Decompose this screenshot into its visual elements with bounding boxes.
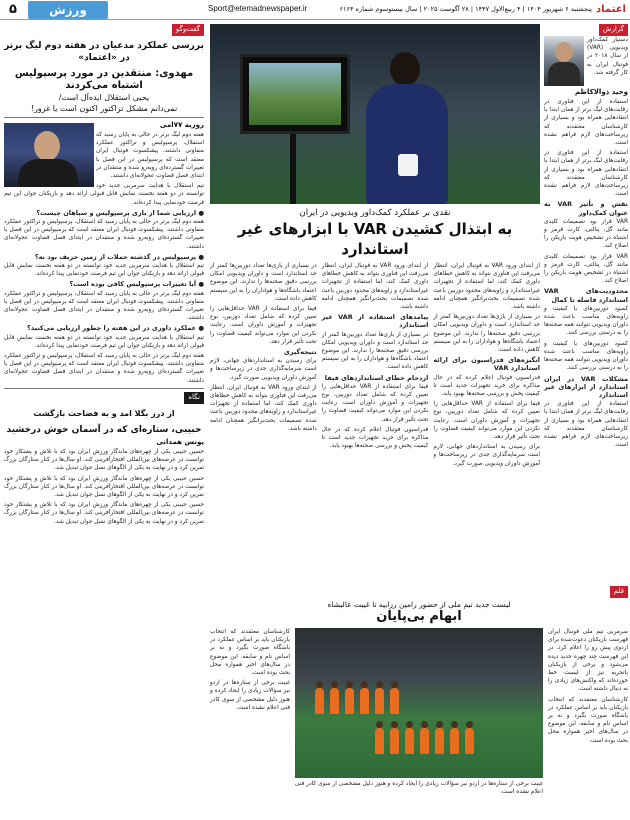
main-body-3: فیفا برای استفاده از VAR حداقل‌هایی را تعیین کرده که شامل تعداد دوربین، نوع تجهیزات و آموزش داوران است. رعایت نکردن این موارد می‌تواند کیفیت قضاوت را تحت تأثیر قرار دهد. [433, 401, 541, 441]
dateline: پنجشنبه ۶ شهریور ۱۴۰۴ | ۴ ربیع‌الاول ۱۴۴۷ | ۲۸ آگوست ۲۰۲۵ | سال بیستوسوم شماره ۶۱۶۴ [339, 5, 592, 13]
main-body-1: از ابتدای ورود VAR به فوتبال ایران، انتظار می‌رفت این فناوری بتواند به کاهش خطاهای داوری کمک کند، اما استفاده از تجهیزات غیراستاندارد و زاویه‌های محدود دوربین باعث شده تصمیمات بحث‌برانگیز همچنان ادامه داشته باشد. [433, 263, 540, 311]
player-shape [390, 728, 399, 754]
player-shape [420, 728, 429, 754]
player-shape [315, 688, 324, 714]
player-shape [435, 728, 444, 754]
bottom-layout [210, 628, 628, 798]
player-shape [375, 728, 384, 754]
main-article [210, 24, 540, 584]
main-body-columns [210, 262, 540, 470]
main-body-4: فدراسیون فوتبال اعلام کرده که در حال مذاکره برای خرید تجهیزات جدید است تا کیفیت پخش و بررسی صحنه‌ها بهبود یابد. [433, 374, 540, 398]
left-headline-3: از درز بگلا امد و به فضاحت بازگشت [33, 408, 175, 418]
left-sub-2: نمی‌دانم مشکل تراکتور اکنون است یا غرور! [30, 104, 178, 113]
player-shape [390, 688, 399, 714]
right-body-1: استفاده از این فناوری در رقابت‌های لیگ برتر از همان ابتدا با انتقادهایی همراه بود و بسیاری از کارشناسان معتقدند که زیرساخت‌های لازم فراهم نشده است. [544, 99, 628, 147]
main-sub-3: انگیزه‌های فدراسیون برای ارائه استاندارد VAR [433, 356, 540, 373]
players-row-1 [315, 688, 399, 714]
main-sub-2: ازدحام خطای استانداردهای فیفا [324, 373, 429, 382]
left-body-1b: هفته دوم لیگ برتر در حالی به پایان رسید که استقلال، پرسپولیس و تراکتور عملکرد متفاوتی داشتند. پیشکسوت فوتبال ایران معتقد است که پرسپولیس در این فصل با تغییرات گسترده‌ای روبه‌رو شده و منتقدان در ابتدای فصل قضاوت عجولانه‌ای داشتند. [4, 219, 204, 250]
left-body-1: هفته دوم لیگ برتر در حالی به پایان رسید که استقلال، پرسپولیس و تراکتور عملکرد متفاوتی داشتند. پیشکسوت فوتبال ایران معتقد است که پرسپولیس در این فصل با تغییرات گسترده‌ای روبه‌رو شده و منتقدان در ابتدای فصل قضاوت عجولانه‌ای داشتند. [96, 132, 204, 180]
left-question-3: ● آیا تغییرات پرسپولیس کافی بوده است؟ [69, 280, 204, 289]
bottom-body-3b: غیبت برخی از ستاره‌ها در اردو نیز سؤالات زیادی را ایجاد کرده و هنوز دلیل مشخصی از سوی کادر فنی اعلام نشده است. [210, 680, 290, 711]
bottom-deck: لیست جدید تیم ملی از حضور رامین رزاییه تا غیبت عالیشاه [327, 600, 511, 609]
bottom-body-1: سرمربی تیم ملی فوتبال ایران فهرست بازیکنان دعوت‌شده برای اردوی پیش رو را اعلام کرد. در این فهرست چند چهره جدید دیده می‌شود و برخی از بازیکنان باتجربه نیز از لیست خط خورده‌اند که واکنش‌های زیادی را به دنبال داشته است. [548, 629, 628, 693]
right-body-2: VAR قرار بود تصمیمات کلیدی مانند گل، پنالتی، کارت قرمز و اشتباه در تشخیص هویت بازیکن را اصلاح کند. [544, 218, 628, 250]
player-figure [360, 44, 450, 204]
bottom-body-2b: کارشناسان معتقدند که انتخاب بازیکنان باید بر اساس عملکرد در باشگاه صورت بگیرد و نه بر اساس نام و سابقه. این موضوع در سال‌های اخیر همواره محل بحث بوده است. [210, 629, 290, 677]
player-shape [450, 728, 459, 754]
bottom-col-left [210, 628, 290, 798]
left-question-2: ● پرسپولیس در گذشته حملات از زمین حریف بود نه؟ [34, 252, 204, 261]
left-question-4: ● عملکرد داوری در این هفته را چطور ارزیابی می‌کنید؟ [27, 324, 204, 333]
main-body-3c: فیفا برای استفاده از VAR حداقل‌هایی را تعیین کرده که شامل تعداد دوربین، نوع تجهیزات و آموزش داوران است. رعایت نکردن این موارد می‌تواند کیفیت قضاوت را تحت تأثیر قرار دهد. [209, 306, 317, 345]
left-question-1: ● ارزیابی شما از بازی پرسپولیس و سپاهان چیست؟ [36, 208, 204, 217]
left-body-2: تیم استقلال با هدایت سرمربی جدید خود توانسته در دو هفته نخست نمایش قابل قبولی ارائه دهد و بازیکنان جوان این تیم فرصت خودنمایی پیدا کرده‌اند. [4, 183, 204, 206]
brand-logo: اعتماد [596, 4, 626, 15]
right-body-1c: استفاده از این فناوری در رقابت‌های لیگ برتر از همان ابتدا با انتقادهایی همراه بود و بسیاری از کارشناسان معتقدند که زیرساخت‌های لازم فراهم نشده است. [544, 401, 628, 449]
bottom-headline: ابهام بی‌پایان [376, 609, 462, 624]
main-body-2b: در بسیاری از بازی‌ها تعداد دوربین‌ها کمتر از حد استاندارد است و داوران ویدیویی امکان بررسی دقیق صحنه‌ها را ندارند. این موضوع اعتماد باشگاه‌ها و هواداران را به این سیستم کاهش داده است. [321, 331, 429, 371]
left-byline: روزبه ۷۷امی [159, 121, 204, 129]
left-byline-2: یونس همدانی [156, 437, 204, 446]
left-body-3: حسین حبیبی یکی از چهره‌های ماندگار ورزش ایران بود که با تلاش و پشتکار خود توانست در عرصه‌های بین‌المللی افتخارآفرینی کند. او سال‌ها در کنار ستارگان بزرگ تمرین کرد و در نهایت به یکی از الگوهای نسل جوان تبدیل شد. [4, 448, 204, 472]
left-body-1c: هفته دوم لیگ برتر در حالی به پایان رسید که استقلال، پرسپولیس و تراکتور عملکرد متفاوتی داشتند. پیشکسوت فوتبال ایران معتقد است که پرسپولیس در این فصل با تغییرات گسترده‌ای روبه‌رو شده و منتقدان در ابتدای فصل قضاوت عجولانه‌ای داشتند. [4, 290, 204, 322]
left-body-bottom [4, 448, 204, 526]
divider [4, 117, 204, 118]
left-headline-main: مهدوی: منتقدین در مورد پرسپولیس اشتباه می‌کردند [14, 68, 194, 91]
left-body-2b: تیم استقلال با هدایت سرمربی جدید خود توانسته در دو هفته نخست نمایش قابل قبولی ارائه دهد و بازیکنان جوان این تیم فرصت خودنمایی پیدا کرده‌اند. [4, 263, 204, 278]
bottom-article [210, 586, 628, 820]
main-col-3 [210, 262, 317, 470]
team-photo [295, 628, 543, 778]
main-body-2c: در بسیاری از بازی‌ها تعداد دوربین‌ها کمتر از حد استاندارد است و داوران ویدیویی امکان بررسی دقیق صحنه‌ها را ندارند. این موضوع اعتماد باشگاه‌ها و هواداران را به این سیستم کاهش داده است. [209, 263, 317, 302]
player-shape [375, 688, 384, 714]
right-body-3: کمبود دوربین‌های با کیفیت و زاویه‌های مناسب باعث شده داوران ویدیویی نتوانند همه صحنه‌ها را به درستی بررسی کنند. [544, 305, 628, 337]
left-body-3c: حسین حبیبی یکی از چهره‌های ماندگار ورزش ایران بود که با تلاش و پشتکار خود توانست در عرصه‌های بین‌المللی افتخارآفرینی کند. او سال‌ها در کنار ستارگان بزرگ تمرین کرد و در نهایت به یکی از الگوهای نسل جوان تبدیل شد. [4, 502, 204, 525]
face-shape [555, 42, 573, 62]
player-shape [465, 728, 474, 754]
bottom-kicker: قلم [610, 586, 628, 598]
left-headline: بررسی عملکرد مدعیان در هفته دوم لیگ برتر در «اعتماد» [4, 41, 204, 63]
main-sub-4: نتیجه‌گیری [283, 348, 317, 357]
suit-shape [18, 159, 78, 187]
bottom-body-3: غیبت برخی از ستاره‌ها در اردو نیز سؤالات زیادی را ایجاد کرده و هنوز دلیل مشخصی از سوی کادر فنی اعلام نشده است. [295, 781, 543, 796]
right-body-2b: VAR قرار بود تصمیمات کلیدی مانند گل، پنالتی، کارت قرمز و اشتباه در تشخیص هویت بازیکن را اصلاح کند. [544, 253, 628, 285]
right-column [544, 24, 628, 584]
main-headline: به ابتذال کشیدن VAR با ابزارهای غیر استاندارد [237, 220, 513, 258]
right-sub-1: نقش و تأثیر VAR به عنوان کمک‌داور [544, 200, 628, 217]
bottom-under-photo [295, 780, 543, 796]
main-body-1c: از ابتدای ورود VAR به فوتبال ایران، انتظار می‌رفت این فناوری بتواند به کاهش خطاهای داوری کمک کند، اما استفاده از تجهیزات غیراستاندارد و زاویه‌های محدود دوربین باعث شده تصمیمات بحث‌برانگیز همچنان ادامه داشته باشد. [209, 384, 317, 432]
bottom-col-right [548, 628, 628, 798]
left-body-1d: هفته دوم لیگ برتر در حالی به پایان رسید که استقلال، پرسپولیس و تراکتور عملکرد متفاوتی داشتند. پیشکسوت فوتبال ایران معتقد است که پرسپولیس در این فصل با تغییرات گسترده‌ای روبه‌رو شده و منتقدان در ابتدای فصل قضاوت عجولانه‌ای داشتند. [4, 353, 204, 384]
interview-photo [4, 123, 94, 187]
section-tag: ورزش [28, 1, 108, 19]
main-body-2: در بسیاری از بازی‌ها تعداد دوربین‌ها کمتر از حد استاندارد است و داوران ویدیویی امکان بررسی دقیق صحنه‌ها را ندارند. این موضوع اعتماد باشگاه‌ها و هواداران را به این سیستم کاهش داده است. [433, 314, 540, 354]
page-number: ۵ [9, 2, 17, 17]
left-body-2c: تیم استقلال با هدایت سرمربی جدید خود توانسته در دو هفته نخست نمایش قابل قبولی ارائه دهد و بازیکنان جوان این تیم فرصت خودنمایی پیدا کرده‌اند. [4, 334, 204, 349]
main-body-4b: فدراسیون فوتبال اعلام کرده که در حال مذاکره برای خرید تجهیزات جدید است تا کیفیت پخش و بررسی صحنه‌ها بهبود یابد. [321, 426, 429, 450]
player-shape [405, 728, 414, 754]
right-intro: دستیار کمک‌داور ویدیویی (VAR) از سال ۲۰۱۸ در فوتبال ایران به کار گرفته شد. [587, 37, 628, 76]
right-body-3b: کمبود دوربین‌های با کیفیت و زاویه‌های مناسب باعث شده داوران ویدیویی نتوانند همه صحنه‌ها را به درستی بررسی کنند. [544, 340, 628, 372]
main-body-3b: فیفا برای استفاده از VAR حداقل‌هایی را تعیین کرده که شامل تعداد دوربین، نوع تجهیزات و آموزش داوران است. رعایت نکردن این موارد می‌تواند کیفیت قضاوت را تحت تأثیر قرار دهد. [321, 383, 429, 423]
player-head [390, 52, 420, 86]
players-row-2 [375, 728, 474, 754]
main-body-1b: از ابتدای ورود VAR به فوتبال ایران، انتظار می‌رفت این فناوری بتواند به کاهش خطاهای داوری کمک کند، اما استفاده از تجهیزات غیراستاندارد و زاویه‌های محدود دوربین باعث شده تصمیمات بحث‌برانگیز همچنان ادامه داشته باشد. [321, 263, 429, 311]
main-sub-1: پیامدهای استفاده از VAR غیر استاندارد [321, 313, 429, 330]
player-jersey [366, 84, 448, 204]
var-monitor-photo [210, 24, 540, 204]
right-sub-3: مشکلات VAR در ایران استاندارد از ابزارهای غیر استاندارد [544, 374, 628, 399]
player-shape [330, 688, 339, 714]
left-kicker-2: نگاه [184, 392, 204, 404]
left-headline-4: حبیبی، ستاره‌ای که در آسمان خوش درخشید [6, 424, 202, 435]
player-shape [360, 688, 369, 714]
divider [4, 388, 204, 389]
right-body-1b: استفاده از این فناوری در رقابت‌های لیگ برتر از همان ابتدا با انتقادهایی همراه بود و بسیاری از کارشناسان معتقدند که زیرساخت‌های لازم فراهم نشده است. [544, 150, 628, 198]
player-shape [345, 688, 354, 714]
main-body-5b: برای رسیدن به استانداردهای جهانی، لازم است سرمایه‌گذاری جدی در زیرساخت‌ها و آموزش داوران ویدیویی صورت گیرد. [209, 358, 317, 381]
right-body [544, 98, 628, 449]
left-sub-1: یحیی استقلال ایده‌آل است/ [58, 93, 150, 102]
left-column [4, 24, 204, 820]
bottom-photo-wrap [295, 628, 543, 798]
bottom-body-2: کارشناسان معتقدند که انتخاب بازیکنان باید بر اساس عملکرد در باشگاه صورت بگیرد و نه بر اساس نام و سابقه. این موضوع در سال‌های اخیر همواره محل بحث بوده است. [548, 696, 628, 744]
left-body-3b: حسین حبیبی یکی از چهره‌های ماندگار ورزش ایران بود که با تلاش و پشتکار خود توانست در عرصه‌های بین‌المللی افتخارآفرینی کند. او سال‌ها در کنار ستارگان بزرگ تمرین کرد و در نهایت به یکی از الگوهای نسل جوان تبدیل شد. [4, 475, 204, 498]
left-kicker: گفت‌وگو [172, 24, 204, 36]
columnist-photo [544, 36, 584, 86]
main-body-5: برای رسیدن به استانداردهای جهانی، لازم است سرمایه‌گذاری جدی در زیرساخت‌ها و آموزش داوران ویدیویی صورت گیرد. [433, 444, 540, 467]
email[interactable]: Sport@etemadnewspaper.ir [208, 4, 308, 13]
right-kicker: گزارش [599, 24, 628, 36]
monitor-screen [249, 63, 341, 125]
jersey-logo-icon [398, 154, 418, 176]
suit-shape [548, 62, 580, 86]
page-header [0, 0, 630, 20]
right-sub-2: محدودیت‌های VAR استاندارد فاصله تا کمال [544, 287, 628, 304]
main-col-2 [322, 262, 429, 470]
monitor-stand [290, 134, 296, 204]
face-shape [34, 131, 60, 161]
main-deck: نقدی بر عملکرد کمک‌داور ویدیویی در ایران [299, 208, 451, 218]
right-byline: وحید ذوالاکاظم [574, 88, 628, 96]
main-col-1 [433, 262, 540, 470]
var-monitor-shape [240, 54, 350, 134]
